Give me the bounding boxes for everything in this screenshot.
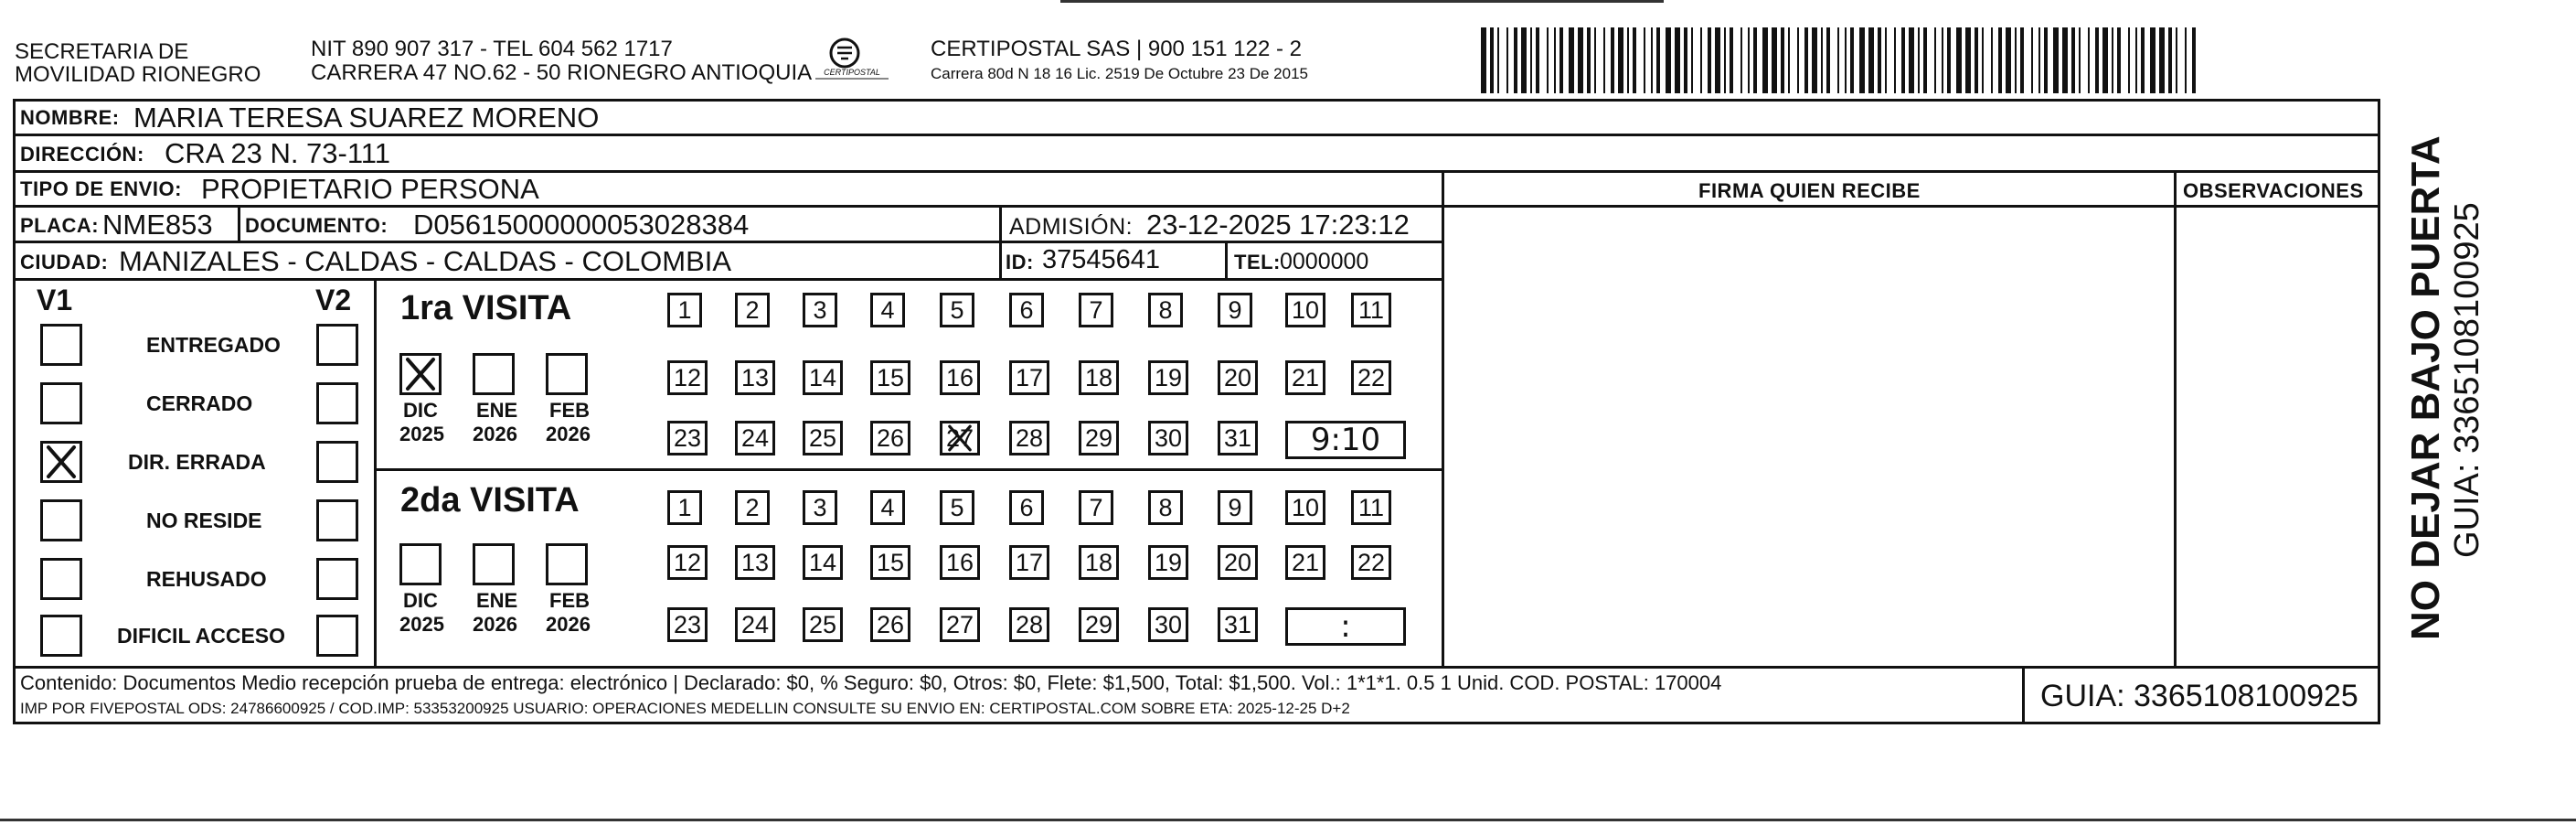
placa-divider — [238, 205, 240, 241]
visit1-day-number: 21 — [1291, 363, 1320, 391]
visit1-day-number: 23 — [673, 423, 702, 452]
visit1-day-number: 25 — [808, 423, 837, 452]
visit2-day-box[interactable] — [1351, 490, 1391, 525]
visit2-day-box[interactable] — [1285, 545, 1325, 580]
guia-box-divider — [2022, 666, 2025, 724]
placa-label: PLACA: — [20, 214, 100, 237]
visit1-day-number: 10 — [1291, 295, 1320, 324]
documento-label: DOCUMENTO: — [245, 214, 389, 237]
visit1-day-number: 31 — [1223, 423, 1252, 452]
status-label: DIR. ERRADA — [128, 450, 266, 474]
direccion-value: CRA 23 N. 73-111 — [165, 137, 390, 169]
visit2-day-number: 21 — [1291, 548, 1320, 576]
visit2-day-number: 31 — [1223, 610, 1252, 638]
documento-value: D05615000000053028384 — [413, 209, 750, 241]
visit1-day-number: 1 — [677, 295, 692, 324]
visit2-day-box[interactable] — [870, 545, 910, 580]
visit1-day-box[interactable] — [735, 360, 775, 395]
visit1-day-number: 6 — [1019, 295, 1034, 324]
visit2-month-name: FEB — [549, 589, 590, 612]
visit1-day-number: 27 — [945, 423, 974, 452]
side-warning: NO DEJAR BAJO PUERTA — [2403, 135, 2448, 640]
tel-divider — [1225, 241, 1228, 278]
footer-guia: GUIA: 3365108100925 — [2040, 679, 2358, 713]
visit1-day-box[interactable] — [803, 421, 843, 455]
visit2-day-number: 8 — [1158, 493, 1173, 521]
visit1-day-number: 14 — [808, 363, 837, 391]
side-guia: GUIA: 3365108100925 — [2448, 202, 2486, 558]
tipo-envio-value: PROPIETARIO PERSONA — [201, 173, 539, 205]
visit2-month-checkbox[interactable] — [399, 543, 442, 585]
v1-checkbox[interactable] — [40, 615, 82, 657]
visit1-day-box[interactable] — [1218, 360, 1258, 395]
visit1-day-number: 12 — [673, 363, 702, 391]
status-label: DIFICIL ACCESO — [117, 624, 286, 648]
courier-sub: Carrera 80d N 18 16 Lic. 2519 De Octubre 23 De 2015 — [931, 65, 1308, 82]
firma-label: FIRMA QUIEN RECIBE — [1698, 179, 1921, 202]
row-line-5 — [13, 278, 1442, 281]
visit1-day-box[interactable] — [667, 421, 708, 455]
v2-checkbox[interactable] — [316, 499, 358, 541]
visit1-day-number: 15 — [876, 363, 905, 391]
visit1-month-name: ENE — [476, 399, 518, 422]
visit2-day-number: 22 — [1357, 548, 1386, 576]
bottom-edge-line — [0, 819, 2576, 821]
visit2-day-number: 27 — [945, 610, 974, 638]
visit2-day-box[interactable] — [940, 607, 980, 642]
visit1-month-checkbox[interactable] — [473, 353, 515, 395]
visit2-day-number: 10 — [1291, 493, 1320, 521]
v1-checkbox[interactable] — [40, 441, 82, 483]
visit2-day-box[interactable] — [1285, 490, 1325, 525]
visit1-day-box[interactable] — [1009, 293, 1044, 327]
visit2-day-box[interactable] — [667, 607, 708, 642]
org-name-line1: SECRETARIA DE — [15, 39, 189, 64]
visit2-month-year: 2026 — [473, 613, 517, 636]
visit-divider — [374, 468, 1442, 471]
visit1-day-number: 24 — [740, 423, 770, 452]
row-line-1 — [13, 134, 2380, 136]
visit2-day-box[interactable] — [1218, 607, 1258, 642]
visit1-day-number: 20 — [1223, 363, 1252, 391]
ciudad-label: CIUDAD: — [20, 251, 109, 273]
status-label: ENTREGADO — [146, 333, 281, 357]
visit1-day-box[interactable] — [1148, 293, 1183, 327]
visit1-day-box[interactable] — [1285, 293, 1325, 327]
v2-checkbox[interactable] — [316, 324, 358, 366]
visit2-day-box[interactable] — [1079, 545, 1119, 580]
visit1-day-number: 19 — [1154, 363, 1183, 391]
visit1-month-year: 2026 — [473, 423, 517, 445]
visit1-month-checkbox[interactable] — [546, 353, 588, 395]
visit1-day-number: 7 — [1089, 295, 1103, 324]
visit2-day-number: 5 — [950, 493, 964, 521]
firma-left-line — [1442, 170, 1444, 666]
status-divider — [374, 278, 377, 666]
courier-line: CERTIPOSTAL SAS | 900 151 122 - 2 — [931, 37, 1302, 61]
visit1-day-number: 29 — [1084, 423, 1113, 452]
v2-checkbox[interactable] — [316, 441, 358, 483]
id-label: ID: — [1006, 251, 1034, 273]
visit1-day-box[interactable] — [1351, 360, 1391, 395]
visit2-day-box[interactable] — [803, 490, 837, 525]
visit1-day-number: 17 — [1015, 363, 1044, 391]
visit2-day-box[interactable] — [1218, 545, 1258, 580]
visit2-day-box[interactable] — [940, 490, 974, 525]
v2-checkbox[interactable] — [316, 615, 358, 657]
footer-line2: IMP POR FIVEPOSTAL ODS: 24786600925 / COD.IMP: 53353200925 USUARIO: OPERACIONES MEDELLIN CONSULTE SU ENVIO EN: CERTIPOSTAL.COM SOBRE ETA: 2025-12-25 D+2 — [20, 700, 1350, 717]
visit2-day-box[interactable] — [667, 545, 708, 580]
visit2-day-box[interactable] — [803, 607, 843, 642]
visit2-day-number: 12 — [673, 548, 702, 576]
tel-label: TEL: — [1234, 251, 1281, 273]
visit1-day-box[interactable] — [803, 293, 837, 327]
visit2-day-number: 17 — [1015, 548, 1044, 576]
visit2-title: 2da VISITA — [400, 481, 580, 520]
org-name-line2: MOVILIDAD RIONEGRO — [15, 62, 261, 87]
visit2-day-number: 1 — [677, 493, 692, 521]
visit2-day-number: 19 — [1154, 548, 1183, 576]
v1-checkbox[interactable] — [40, 324, 82, 366]
placa-value: NME853 — [102, 209, 213, 241]
visit2-day-box[interactable] — [735, 490, 770, 525]
v2-checkbox[interactable] — [316, 382, 358, 424]
visit1-day-box[interactable] — [1148, 421, 1188, 455]
visit2-day-number: 29 — [1084, 610, 1113, 638]
top-edge-line — [1060, 0, 1664, 3]
visit1-month-year: 2026 — [546, 423, 591, 445]
obs-left-line — [2174, 170, 2177, 666]
visit1-day-box[interactable] — [735, 421, 775, 455]
tel-value: 0000000 — [1280, 249, 1369, 274]
v1-checkbox[interactable] — [40, 382, 82, 424]
barcode — [1481, 27, 2203, 93]
visit2-day-number: 18 — [1084, 548, 1113, 576]
visit1-day-number: 13 — [740, 363, 770, 391]
visit1-month-year: 2025 — [399, 423, 444, 445]
visit1-day-number: 26 — [876, 423, 905, 452]
status-label: NO RESIDE — [146, 509, 262, 532]
visit2-day-number: 15 — [876, 548, 905, 576]
visit1-day-number: 9 — [1228, 295, 1242, 324]
visit2-day-box[interactable] — [1351, 545, 1391, 580]
visit2-month-checkbox[interactable] — [546, 543, 588, 585]
visit2-day-number: 14 — [808, 548, 837, 576]
visit1-day-number: 3 — [813, 295, 827, 324]
visit1-day-box[interactable] — [940, 293, 974, 327]
v1-checkbox[interactable] — [40, 499, 82, 541]
visit1-day-number: 2 — [745, 295, 760, 324]
visit2-day-number: 9 — [1228, 493, 1242, 521]
visit2-day-box[interactable] — [1148, 607, 1188, 642]
visit1-day-number: 22 — [1357, 363, 1386, 391]
visit2-day-number: 11 — [1357, 493, 1385, 521]
visit2-day-number: 28 — [1015, 610, 1044, 638]
visit2-day-box[interactable] — [1079, 607, 1119, 642]
admision-divider — [999, 205, 1002, 278]
status-label: CERRADO — [146, 391, 253, 415]
visit2-day-box[interactable] — [1148, 490, 1183, 525]
visit2-day-number: 4 — [880, 493, 895, 521]
visit1-day-box[interactable] — [870, 360, 910, 395]
visit1-day-box[interactable] — [667, 293, 702, 327]
v2-label: V2 — [315, 284, 352, 316]
visit1-day-box[interactable] — [1218, 421, 1258, 455]
visit1-day-box[interactable] — [940, 421, 980, 455]
visit1-day-box[interactable] — [1079, 293, 1113, 327]
v2-checkbox[interactable] — [316, 558, 358, 600]
visit1-day-box[interactable] — [1079, 360, 1119, 395]
visit2-day-number: 26 — [876, 610, 905, 638]
visit1-day-box[interactable] — [1148, 360, 1188, 395]
visit1-day-box[interactable] — [803, 360, 843, 395]
visit2-day-box[interactable] — [735, 607, 775, 642]
visit2-day-box[interactable] — [1218, 490, 1252, 525]
visit2-day-number: 3 — [813, 493, 827, 521]
svg-text:CERTIPOSTAL: CERTIPOSTAL — [824, 68, 880, 77]
ciudad-value: MANIZALES - CALDAS - CALDAS - COLOMBIA — [119, 245, 732, 277]
visit1-day-number: 16 — [945, 363, 974, 391]
visit2-day-box[interactable] — [1009, 545, 1049, 580]
tipo-envio-label: TIPO DE ENVIO: — [20, 177, 182, 200]
visit1-day-number: 4 — [880, 295, 895, 324]
visit2-month-name: ENE — [476, 589, 518, 612]
visit2-day-box[interactable] — [667, 490, 702, 525]
visit2-day-box[interactable] — [803, 545, 843, 580]
observaciones-label: OBSERVACIONES — [2183, 179, 2364, 202]
row-line-3 — [13, 205, 2380, 208]
x-mark-icon — [402, 356, 439, 392]
visit2-time-box[interactable]: : — [1285, 607, 1406, 646]
visit1-day-box[interactable] — [1218, 293, 1252, 327]
nombre-label: NOMBRE: — [20, 106, 120, 129]
visit2-day-number: 24 — [740, 610, 770, 638]
visit2-day-number: 6 — [1019, 493, 1034, 521]
visit2-month-year: 2026 — [546, 613, 591, 636]
visit2-day-number: 20 — [1223, 548, 1252, 576]
visit1-day-number: 18 — [1084, 363, 1113, 391]
visit1-time-box[interactable]: 9:10 — [1285, 421, 1406, 459]
visit1-day-number: 11 — [1357, 295, 1385, 324]
nombre-value: MARIA TERESA SUAREZ MORENO — [133, 102, 600, 134]
visit1-day-box[interactable] — [735, 293, 770, 327]
visit2-month-name: DIC — [403, 589, 438, 612]
address-line: CARRERA 47 NO.62 - 50 RIONEGRO ANTIOQUIA — [311, 60, 813, 85]
x-mark-icon — [43, 444, 80, 480]
visit1-day-box[interactable] — [667, 360, 708, 395]
visit2-day-number: 2 — [745, 493, 760, 521]
visit2-day-box[interactable] — [735, 545, 775, 580]
visit2-day-number: 13 — [740, 548, 770, 576]
admision-value: 23-12-2025 17:23:12 — [1146, 209, 1410, 241]
id-value: 37545641 — [1042, 245, 1161, 274]
visit1-day-number: 8 — [1158, 295, 1173, 324]
certipostal-logo — [812, 33, 892, 86]
visit2-day-number: 23 — [673, 610, 702, 638]
x-mark-icon — [942, 423, 977, 453]
visit1-title: 1ra VISITA — [400, 289, 572, 327]
visit1-day-box[interactable] — [1285, 360, 1325, 395]
visit2-day-box[interactable] — [870, 490, 905, 525]
v1-label: V1 — [37, 284, 73, 316]
visit1-day-number: 5 — [950, 295, 964, 324]
visit1-day-box[interactable] — [1079, 421, 1119, 455]
visit1-day-box[interactable] — [870, 421, 910, 455]
visit1-month-name: FEB — [549, 399, 590, 422]
visit1-day-box[interactable] — [1351, 293, 1391, 327]
visit2-day-box[interactable] — [940, 545, 980, 580]
status-label: REHUSADO — [146, 567, 267, 591]
visit2-month-checkbox[interactable] — [473, 543, 515, 585]
visit2-day-box[interactable] — [870, 607, 910, 642]
visit1-day-box[interactable] — [1009, 421, 1049, 455]
visit2-day-box[interactable] — [1079, 490, 1113, 525]
visit1-day-box[interactable] — [940, 360, 980, 395]
visit1-day-box[interactable] — [1009, 360, 1049, 395]
v1-checkbox[interactable] — [40, 558, 82, 600]
visit2-day-number: 30 — [1154, 610, 1183, 638]
visit1-month-name: DIC — [403, 399, 438, 422]
visit2-day-box[interactable] — [1148, 545, 1188, 580]
footer-line1: Contenido: Documentos Medio recepción prueba de entrega: electrónico | Declarado: $0, % Seguro: $0, Otros: $0, Flete: $1,500, Total: $1,500. Vol.: 1*1*1. 0.5 1 Unid. COD. POSTAL: 170004 — [20, 671, 1722, 694]
nit-line: NIT 890 907 317 - TEL 604 562 1717 — [311, 37, 673, 61]
visit2-day-box[interactable] — [1009, 490, 1044, 525]
visit1-day-box[interactable] — [870, 293, 905, 327]
direccion-label: DIRECCIÓN: — [20, 143, 144, 166]
visit1-day-number: 30 — [1154, 423, 1183, 452]
visit2-day-number: 16 — [945, 548, 974, 576]
footer-top-line — [13, 666, 2380, 669]
admision-label: ADMISIÓN: — [1009, 214, 1134, 240]
visit2-day-box[interactable] — [1009, 607, 1049, 642]
visit1-day-number: 28 — [1015, 423, 1044, 452]
visit1-month-checkbox[interactable] — [399, 353, 442, 395]
visit2-day-number: 7 — [1089, 493, 1103, 521]
visit2-month-year: 2025 — [399, 613, 444, 636]
visit2-day-number: 25 — [808, 610, 837, 638]
